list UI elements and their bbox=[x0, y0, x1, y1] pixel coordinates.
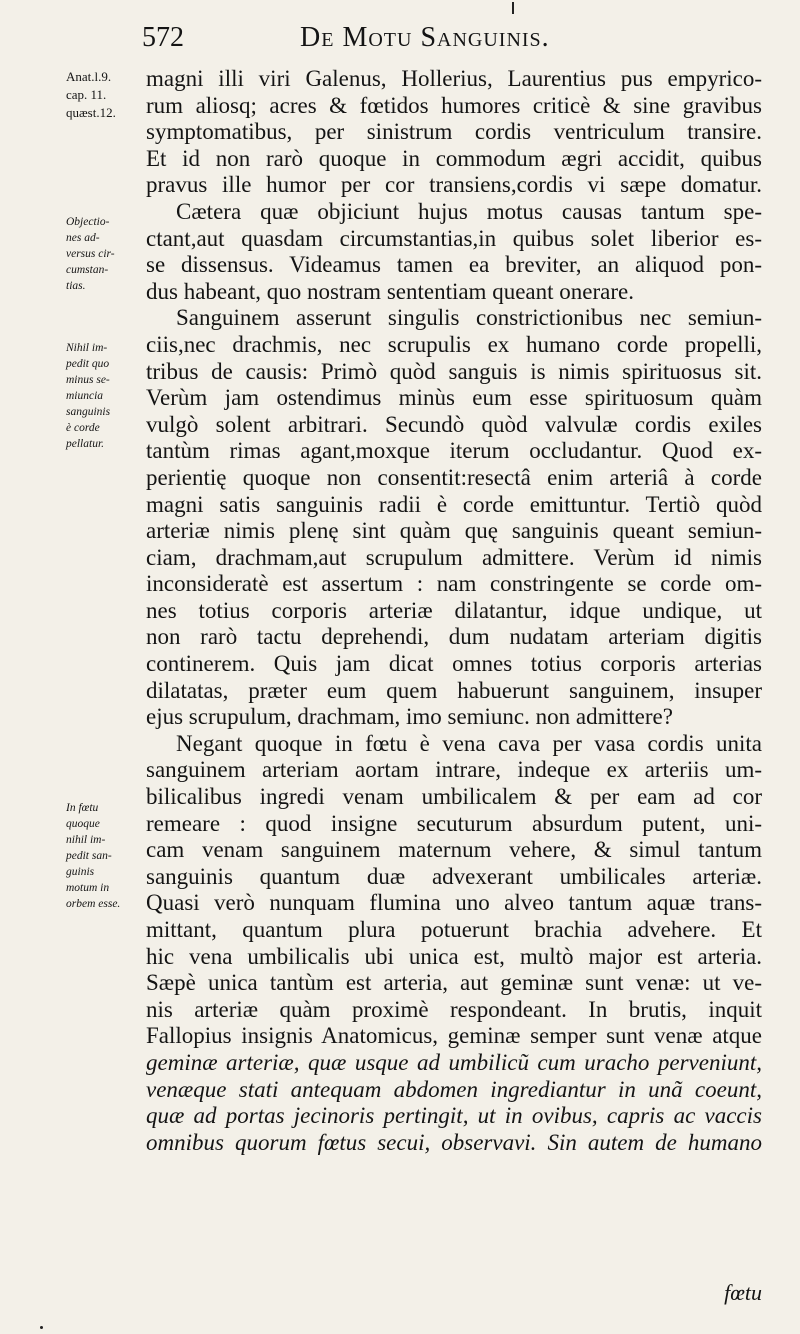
text-line: symptomatibus, per sinistrum cordis ventriculum transire. bbox=[146, 119, 762, 145]
text-line: omnibus quorum fœtus secui, observavi. Sin autem de humano bbox=[146, 1129, 762, 1155]
text-line: Negant quoque in fœtu è vena cava per vasa cordis unita bbox=[176, 730, 762, 756]
margin-note-objections: Objectio- nes ad- versus cir- cumstan- tias. bbox=[66, 216, 115, 292]
page-header bbox=[140, 20, 780, 60]
text-line: remeare : quod insigne secuturum absurdum putent, uni- bbox=[146, 810, 762, 836]
text-line: continerem. Quis jam dicat omnes totius corporis arterias bbox=[146, 651, 762, 677]
text-line: perientię quoque non consentit:resectâ enim arteriâ à corde bbox=[146, 464, 762, 490]
text-line: vulgò solent arbitrari. Secundò quòd valvulæ cordis exiles bbox=[146, 411, 762, 437]
text-line: Sæpè unica tantùm est arteria, aut geminæ sunt venæ: ut ve- bbox=[146, 970, 762, 996]
text-line: pravus ille humor per cor transiens,cordis vi sæpe domatur. bbox=[146, 172, 762, 198]
catchword: fœtu bbox=[724, 1280, 762, 1305]
text-line: inconsideratè est assertum : nam constringente se corde om- bbox=[146, 571, 762, 597]
text-line: dus habeant, quo nostram sententiam queant onerare. bbox=[146, 278, 634, 304]
text-line: rum aliosq; acres & fœtidos humores criticè & sine gravibus bbox=[146, 92, 762, 118]
text-line: magni illi viri Galenus, Hollerius, Laurentius pus empyrico- bbox=[146, 66, 762, 91]
margin-note-semiuncia: Nihil im- pedit quo minus se- miuncia sanguinis è corde pellatur. bbox=[66, 342, 111, 450]
text-line: Et id non rarò quoque in commodum ægri accidit, quibus bbox=[146, 145, 762, 171]
text-line: sanguinem arteriam aortam intrare, indeque ex arteriis um- bbox=[146, 757, 762, 783]
text-line: hic vena umbilicalis ubi unica est, multò major est arteria. bbox=[146, 943, 762, 969]
text-line: Cætera quæ objiciunt hujus motus causas tantum spe- bbox=[176, 198, 762, 224]
text-line: tribus de causis: Primò quòd sanguis is nimis spirituosus sit. bbox=[146, 358, 762, 384]
text-line: ciis,nec drachmis, nec scrupulis ex humano corde propelli, bbox=[146, 331, 762, 357]
text-line: dilatatas, præter eum quem habuerunt sanguinem, insuper bbox=[146, 677, 762, 703]
text-line: bilicalibus ingredi venam umbilicalem & per eam ad cor bbox=[146, 784, 762, 810]
text-line: nes totius corporis arteriæ dilatantur, idque undique, ut bbox=[146, 597, 762, 623]
ink-speck bbox=[40, 1326, 43, 1329]
body-text bbox=[146, 66, 762, 1156]
text-line: cam venam sanguinem maternum vehere, & simul tantum bbox=[146, 837, 762, 863]
text-line: Fallopius insignis Anatomicus, geminæ semper sunt venæ atque bbox=[146, 1023, 762, 1049]
text-line: venæque stati antequam abdomen ingrediantur in unã coeunt, bbox=[146, 1076, 762, 1102]
text-line: ctant,aut quasdam circumstantias,in quibus solet liberior es- bbox=[146, 225, 762, 251]
text-line: tantùm rimas agant,moxque iterum occludantur. Quod ex- bbox=[146, 438, 762, 464]
margin-note-foetus: In fœtu quoque nihil im- pedit san- guinis motum in orbem esse. bbox=[66, 802, 121, 910]
text-line: magni satis sanguinis radii è corde emittuntur. Tertiò quòd bbox=[146, 491, 762, 517]
text-line: ciam, drachmam,aut scrupulum admittere. Verùm id nimis bbox=[146, 544, 762, 570]
ink-mark bbox=[512, 2, 514, 14]
text-line: geminæ arteriæ, quæ usque ad umbilicũ cum uracho perveniunt, bbox=[146, 1049, 762, 1075]
text-line: se dissensus. Videamus tamen ea breviter, an aliquod pon- bbox=[146, 252, 762, 278]
text-line: Verùm jam ostendimus minùs eum esse spirituosum quàm bbox=[146, 385, 762, 411]
page-number: 572 bbox=[142, 22, 184, 53]
running-title: De Motu Sanguinis. bbox=[300, 22, 550, 53]
text-line: non rarò tactu deprehendi, dum nudatam arteriam digitis bbox=[146, 624, 762, 650]
text-line: Quasi verò nunquam flumina uno alveo tantum aquæ trans- bbox=[146, 890, 762, 916]
text-line: mittant, quantum plura potuerunt brachia advehere. Et bbox=[146, 917, 762, 942]
text-line: ejus scrupulum, drachmam, imo semiunc. non admittere? bbox=[146, 704, 673, 730]
text-line: arteriæ nimis plenę sint quàm quę sanguinis queant semiun- bbox=[146, 518, 762, 544]
text-line: Sanguinem asserunt singulis constrictionibus nec semiun- bbox=[176, 305, 762, 331]
text-line: quæ ad portas jecinoris pertingit, ut in ovibus, capris ac vaccis bbox=[146, 1103, 762, 1129]
margin-note-citation: Anat.l.9. cap. 11. quæst.12. bbox=[66, 69, 116, 120]
text-line: nis arteriæ quàm proximè respondeant. In brutis, inquit bbox=[146, 996, 762, 1022]
text-line: sanguinis quantum duæ advexerant umbilicales arteriæ. bbox=[146, 863, 762, 889]
